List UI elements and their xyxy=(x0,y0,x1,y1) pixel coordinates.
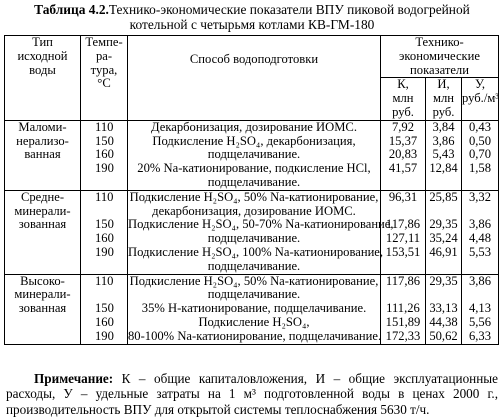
i-cell xyxy=(426,190,462,274)
u-value: 4,48 xyxy=(468,231,492,246)
method-line: Подкисление H₂SO₄, декарбонизация, xyxy=(152,133,356,148)
header-line: У, xyxy=(475,77,486,92)
header-line: руб./м³ xyxy=(462,91,500,106)
header-line: ра- xyxy=(95,48,113,63)
method-line: Подкисление H₂SO₄, 50% Na-катионирование, xyxy=(129,189,379,204)
i-cell-lines xyxy=(426,121,461,190)
method-line: подщелачивание. xyxy=(207,231,301,246)
i-value: 3,86 xyxy=(432,133,455,148)
i-value: 29,35 xyxy=(429,273,458,288)
row-spacer xyxy=(462,288,498,302)
water-type-line: зованная xyxy=(18,301,67,316)
u-cell xyxy=(462,274,499,344)
k-value: 15,37 xyxy=(388,133,418,148)
header-line: исходной xyxy=(17,48,68,63)
header-water-type-lines xyxy=(5,36,80,77)
method-cell xyxy=(128,189,394,274)
header-u-lines xyxy=(462,78,498,106)
method-line: Подкисление H₂SO₄, 50-70% Na-катионирование, xyxy=(128,217,394,232)
header-line: руб. xyxy=(432,104,455,119)
k-cell xyxy=(381,190,426,274)
i-value: 33,13 xyxy=(429,301,458,316)
k-cell xyxy=(381,120,426,190)
caption-label: Таблица 4.2. xyxy=(34,2,109,17)
row-spacer xyxy=(81,260,127,274)
u-value: 6,33 xyxy=(468,328,492,343)
header-temperature xyxy=(81,36,128,121)
temp-value: 110 xyxy=(95,119,114,134)
water-type-line: минерали- xyxy=(14,287,71,302)
u-cell-lines xyxy=(462,275,498,344)
table-body xyxy=(5,120,499,344)
method-line: подщелачивание. xyxy=(207,147,301,162)
method-line: Подкисление H₂SO₄, xyxy=(198,314,310,329)
method-cell-lines xyxy=(128,121,380,190)
u-value: 0,43 xyxy=(468,119,492,134)
k-value: 96,31 xyxy=(388,189,418,204)
row-spacer xyxy=(381,205,425,219)
row-spacer xyxy=(462,205,498,219)
i-value: 46,91 xyxy=(429,244,458,259)
row-spacer xyxy=(426,288,461,302)
method-line: 20% Na-катионирование, подкисление HCl, xyxy=(137,161,371,176)
k-value: 41,57 xyxy=(388,161,418,176)
water-type-line: нерализо- xyxy=(16,133,69,148)
header-line: млн xyxy=(433,91,454,106)
i-value: 35,24 xyxy=(429,231,458,246)
temp-value: 110 xyxy=(95,273,114,288)
k-cell-lines xyxy=(381,121,425,190)
header-line: Технико- xyxy=(415,35,464,49)
row-spacer xyxy=(381,260,425,274)
k-value: 151,89 xyxy=(385,314,421,329)
row-spacer xyxy=(81,176,127,190)
row-spacer xyxy=(381,288,425,302)
u-value: 5,53 xyxy=(468,244,492,259)
temp-value: 110 xyxy=(95,189,114,204)
water-type-line: Маломи- xyxy=(18,119,67,134)
k-value: 7,92 xyxy=(391,119,415,134)
header-line: тура, xyxy=(90,62,118,77)
i-value: 44,38 xyxy=(429,314,458,329)
header-k xyxy=(381,78,426,120)
table-group-row xyxy=(5,190,499,274)
water-type-cell xyxy=(5,190,81,274)
header-temperature-lines xyxy=(81,36,127,91)
temp-value: 190 xyxy=(95,328,114,343)
header-line: млн xyxy=(392,91,414,106)
water-type-lines xyxy=(5,275,80,316)
water-type-cell xyxy=(5,120,81,190)
method-cell xyxy=(128,120,381,190)
method-cell xyxy=(128,274,381,344)
water-type-line: Высоко- xyxy=(20,273,65,288)
row-spacer xyxy=(381,176,425,190)
header-line: экономические xyxy=(399,48,480,63)
k-value: 153,51 xyxy=(385,244,421,259)
header-i-lines xyxy=(426,78,461,119)
i-value: 25,85 xyxy=(429,189,458,204)
temp-value: 150 xyxy=(95,133,114,148)
k-value: 111,26 xyxy=(386,301,420,316)
method-line: Подкисление H₂SO₄, 100% Na-катионирование, xyxy=(128,244,384,259)
header-line: И, xyxy=(437,77,450,92)
u-cell-lines xyxy=(462,121,498,190)
temp-value: 150 xyxy=(95,217,114,232)
temperature-cell xyxy=(81,274,128,344)
row-spacer xyxy=(81,288,127,302)
method-line: Декарбонизация, дозирование ИОМС. xyxy=(150,119,357,134)
table-caption xyxy=(6,2,498,32)
i-value: 50,62 xyxy=(429,328,458,343)
k-value: 127,11 xyxy=(385,231,421,246)
row-spacer xyxy=(426,205,461,219)
i-cell-lines xyxy=(426,191,461,274)
note-text: К – общие капиталовложения, И – общие эксплуатационные расходы, У – удельные затраты на 1 м³ подготовленной воды в ценах 2000 г., производительность ВПУ для открытой системы теплоснабжения 5630 т/ч. xyxy=(6,371,498,417)
header-line: воды xyxy=(29,62,56,77)
k-value: 172,33 xyxy=(385,328,421,343)
i-value: 3,84 xyxy=(432,119,455,134)
header-line: руб. xyxy=(392,104,414,119)
method-cell-lines xyxy=(128,189,394,274)
i-value: 12,84 xyxy=(429,161,458,176)
header-line: Темпе- xyxy=(85,35,123,49)
row-spacer xyxy=(426,176,461,190)
k-cell-lines xyxy=(381,275,425,344)
method-line: подщелачивание. xyxy=(207,174,301,189)
i-value: 5,43 xyxy=(432,147,455,162)
i-cell xyxy=(426,120,462,190)
row-spacer xyxy=(81,205,127,219)
temperature-cell xyxy=(81,120,128,190)
method-line: подщелачивание. xyxy=(207,287,301,302)
u-value: 3,86 xyxy=(468,217,492,232)
i-cell-lines xyxy=(426,275,461,344)
k-cell-lines xyxy=(381,191,425,274)
method-line: декарбонизация, дозирование ИОМС. xyxy=(152,203,356,218)
u-value: 3,32 xyxy=(468,189,492,204)
table-group-row xyxy=(5,274,499,344)
u-cell xyxy=(462,190,499,274)
header-indicators xyxy=(381,36,499,78)
u-value: 3,86 xyxy=(468,273,492,288)
water-type-lines xyxy=(5,191,80,232)
u-value: 4,13 xyxy=(468,301,492,316)
header-line: °С xyxy=(97,76,111,91)
row-spacer xyxy=(462,176,498,190)
k-cell xyxy=(381,274,426,344)
header-line: К, xyxy=(397,77,409,92)
row-spacer xyxy=(462,260,498,274)
method-line: Подкисление H₂SO₄, 50% Na-катионирование, xyxy=(129,273,379,288)
u-value: 0,50 xyxy=(468,133,492,148)
header-k-lines xyxy=(381,78,425,119)
u-value: 5,56 xyxy=(468,314,492,329)
method-line: подщелачивание. xyxy=(207,258,301,273)
water-type-line: минерали- xyxy=(14,203,71,218)
header-u xyxy=(462,78,499,120)
method-line: 80-100% Na-катионирование, подщелачивание. xyxy=(128,328,382,343)
temperature-cell-lines xyxy=(81,275,127,344)
temp-value: 190 xyxy=(95,244,114,259)
temperature-cell-lines xyxy=(81,191,127,274)
k-value: 117,86 xyxy=(385,217,421,232)
header-line: показатели xyxy=(410,62,469,77)
water-type-cell xyxy=(5,274,81,344)
temp-value: 160 xyxy=(95,147,114,162)
method-cell-lines xyxy=(128,275,380,344)
i-cell xyxy=(426,274,462,344)
k-value: 117,86 xyxy=(385,273,421,288)
water-type-line: ванная xyxy=(24,147,61,162)
caption-text: Технико-экономические показатели ВПУ пиковой водогрейной котельной с четырьмя котлами КВ-ГМ-180 xyxy=(108,2,470,32)
header-indicators-lines xyxy=(381,36,498,77)
water-type-line: Средне- xyxy=(20,189,65,204)
temp-value: 190 xyxy=(95,161,114,176)
method-line: 35% Н-катионирование, подщелачивание. xyxy=(141,301,367,316)
k-value: 20,83 xyxy=(388,147,418,162)
water-type-line: зованная xyxy=(18,217,67,232)
water-type-lines xyxy=(5,121,80,162)
u-value: 0,70 xyxy=(468,147,492,162)
temp-value: 160 xyxy=(95,231,114,246)
row-spacer xyxy=(426,260,461,274)
u-cell-lines xyxy=(462,191,498,274)
header-method: Способ водоподготовки xyxy=(128,36,381,121)
header-water-type xyxy=(5,36,81,121)
temperature-cell xyxy=(81,190,128,274)
table-group-row xyxy=(5,120,499,190)
i-value: 29,35 xyxy=(429,217,458,232)
temp-value: 150 xyxy=(95,301,114,316)
header-line: Тип xyxy=(32,35,53,49)
u-value: 1,58 xyxy=(468,161,492,176)
footnote xyxy=(6,371,498,417)
temperature-cell-lines xyxy=(81,121,127,190)
indicators-table xyxy=(4,35,499,345)
header-i xyxy=(426,78,462,120)
u-cell xyxy=(462,120,499,190)
temp-value: 160 xyxy=(95,314,114,329)
note-label: Примечание: xyxy=(34,371,114,386)
